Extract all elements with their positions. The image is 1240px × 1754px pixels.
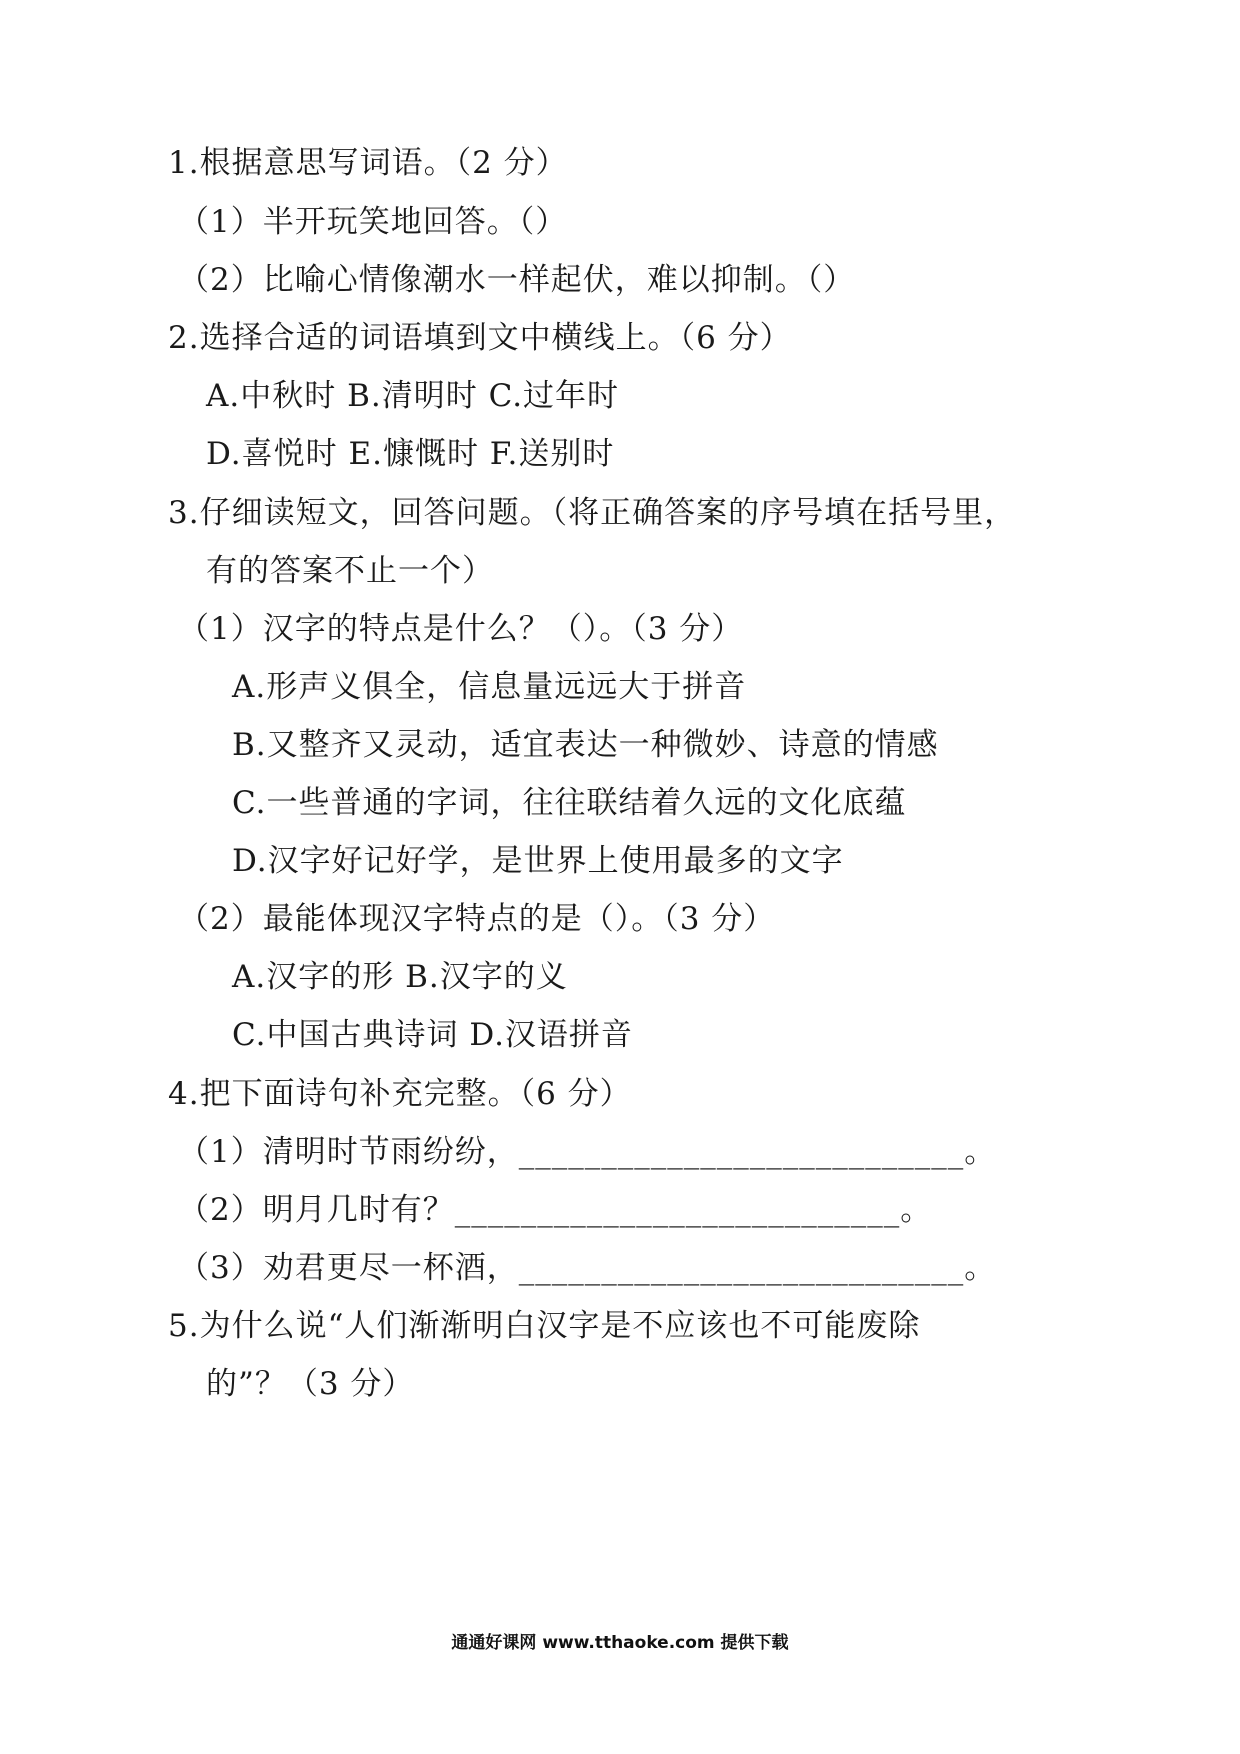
q4-item-3: （3）劝君更尽一杯酒，___________________________。 bbox=[178, 1250, 997, 1286]
q1-item-2: （2）比喻心情像潮水一样起伏，难以抑制。（） bbox=[178, 262, 856, 298]
q3-sub1-prompt: （1）汉字的特点是什么？（）。（3 分） bbox=[178, 611, 744, 647]
q2-options-1: A.中秋时 B.清明时 C.过年时 bbox=[206, 378, 620, 414]
q4-item-2: （2）明月几时有？___________________________。 bbox=[178, 1192, 933, 1228]
q3-title-line1: 3.仔细读短文，回答问题。（将正确答案的序号填在括号里， bbox=[168, 495, 1017, 531]
q5-title-line2: 的”？（3 分） bbox=[206, 1366, 415, 1402]
q2-title: 2.选择合适的词语填到文中横线上。（6 分） bbox=[168, 320, 792, 356]
q5-title-line1: 5.为什么说“人们渐渐明白汉字是不应该也不可能废除 bbox=[168, 1308, 921, 1344]
q2-options-2: D.喜悦时 E.慷慨时 F.送别时 bbox=[206, 436, 615, 472]
q3-sub2-options-1: A.汉字的形 B.汉字的义 bbox=[232, 959, 568, 995]
q4-item-1: （1）清明时节雨纷纷，___________________________。 bbox=[178, 1134, 997, 1170]
q3-sub1-option-d: D.汉字好记好学，是世界上使用最多的文字 bbox=[232, 843, 844, 879]
footer-credit: 通通好课网 www.tthaoke.com 提供下载 bbox=[451, 1633, 789, 1653]
q1-title: 1.根据意思写词语。（2 分） bbox=[168, 145, 568, 181]
q3-sub2-prompt: （2）最能体现汉字特点的是（）。（3 分） bbox=[178, 901, 776, 937]
q3-sub1-option-b: B.又整齐又灵动，适宜表达一种微妙、诗意的情感 bbox=[232, 727, 939, 763]
q1-item-1: （1）半开玩笑地回答。（） bbox=[178, 204, 568, 240]
q4-title: 4.把下面诗句补充完整。（6 分） bbox=[168, 1076, 632, 1112]
q3-sub1-option-a: A.形声义俱全，信息量远远大于拼音 bbox=[232, 669, 747, 705]
q3-sub1-option-c: C.一些普通的字词，往往联结着久远的文化底蕴 bbox=[232, 785, 907, 821]
q3-sub2-options-2: C.中国古典诗词 D.汉语拼音 bbox=[232, 1017, 633, 1053]
q3-title-line2: 有的答案不止一个） bbox=[206, 553, 494, 589]
